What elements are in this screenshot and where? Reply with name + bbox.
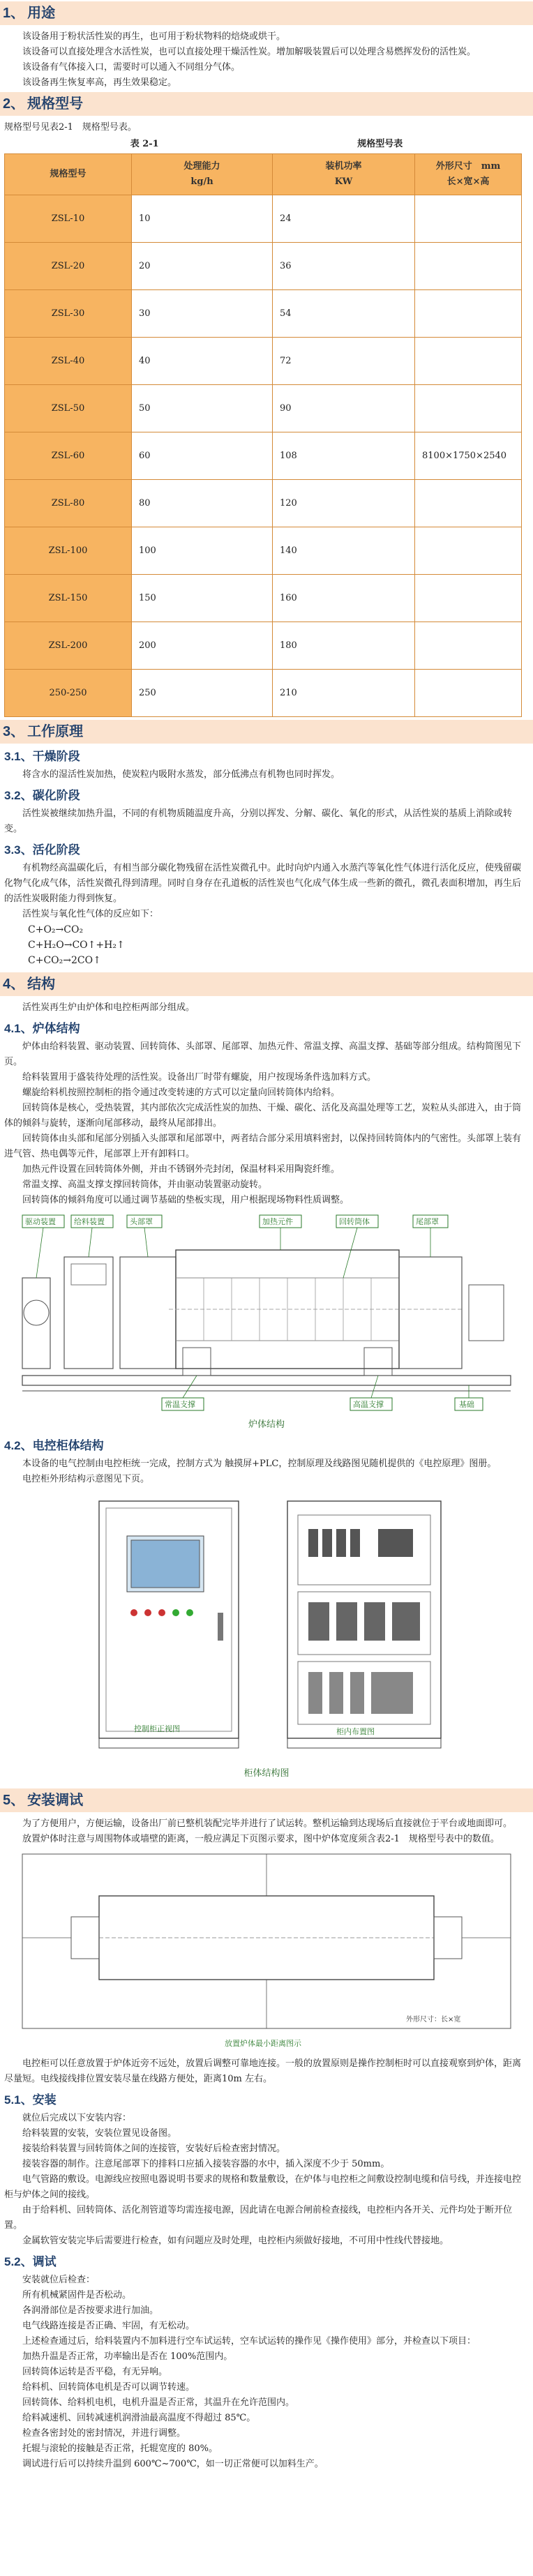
cell-capacity: 10 (132, 195, 273, 243)
table-row (5, 290, 522, 338)
furnace-paragraph: 炉体由给料装置、驱动装置、回转筒体、头部罩、尾部罩、加热元件、常温支撑、高温支撑、基础等部分组成。结构简图见下页。 (4, 1041, 522, 1067)
section-heading-install (0, 1788, 533, 1812)
subsection-number: 4.2、 (4, 1439, 33, 1452)
section-heading-structure (0, 972, 533, 996)
commission-item: 上述检查通过后，给料装置内不加料进行空车试运转，空车试运转的操作见《操作使用》部分，并检查以下项目： (22, 2336, 476, 2347)
section-title: 工作原理 (27, 724, 84, 739)
furnace-paragraph: 回转筒体是核心，受热装置，其内部依次完成活性炭的加热、干燥、碳化、活化及高温处理等工艺，炭粒从头部进入，由于筒体的倾斜与旋转，逐渐向尾部移动，最终从尾部排出。 (4, 1103, 522, 1129)
install-item: 给料装置的安装，安装位置见设备图。 (22, 2128, 177, 2139)
cell-capacity: 30 (132, 290, 273, 338)
cell-dimension (415, 480, 522, 527)
table-row (5, 385, 522, 432)
subsection-heading-furnace (4, 1021, 533, 1037)
furnace-label: 给料装置 (74, 1217, 105, 1226)
install-paragraph: 电控柜可以任意放置于炉体近旁不远处，放置后调整可靠地连接。一般的放置原则是操作控制柜时可以直接观察到炉体，距离尽量短。电线接线排位置安装尽量在线路方便处，距离10m 左右。 (4, 2058, 522, 2084)
table-row (5, 243, 522, 290)
furnace-structure-drawing (8, 1208, 525, 1417)
furnace-label: 头部罩 (130, 1217, 153, 1226)
activation-text-2: 活性炭与氧化性气体的反应如下： (22, 909, 159, 919)
section-number: 3、 (3, 724, 25, 739)
subsection-number: 4.1、 (4, 1022, 33, 1035)
install-item: 接装给料装置与回转筒体之间的连接管，安装好后检查密封情况。 (22, 2144, 286, 2154)
usage-paragraph: 该设备有气体接入口，需要时可以通入不同组分气体。 (22, 62, 241, 73)
section-title: 规格型号 (27, 96, 84, 112)
furnace-label: 基础 (459, 1400, 474, 1409)
cell-power: 140 (273, 527, 415, 575)
cell-model: ZSL-150 (5, 575, 132, 622)
header-power: 装机功率 KW (273, 154, 415, 195)
cabinet-structure-drawing (57, 1487, 476, 1766)
cabinet-right-label: 柜内布置图 (336, 1727, 375, 1736)
table-row (5, 338, 522, 385)
cell-capacity: 50 (132, 385, 273, 432)
cell-model: ZSL-30 (5, 290, 132, 338)
table-row (5, 670, 522, 717)
subsection-heading-drying (4, 749, 533, 764)
cell-power: 36 (273, 243, 415, 290)
install-item: 接装容器的制作。注意尾部罩下的排料口应插入接装容器的水中，插入深度不少于 50mm。 (22, 2159, 390, 2169)
table-row (5, 195, 522, 243)
subsection-title: 调试 (32, 2255, 57, 2268)
commission-item: 给料减速机、回转减速机润滑油最高温度不得超过 85℃。 (22, 2413, 256, 2423)
commission-item: 所有机械紧固件是否松动。 (22, 2290, 132, 2300)
install-item: 电气管路的敷设。电源线应按照电器说明书要求的规格和数量敷设，在炉体与电控柜之间敷设控制电缆和信号线，并连接电控柜与炉体之间的接线。 (4, 2174, 522, 2200)
subsection-title: 活化阶段 (32, 843, 80, 857)
cell-capacity: 80 (132, 480, 273, 527)
install-intro: 就位后完成以下安装内容： (22, 2113, 132, 2123)
equation: C+H₂O→CO↑+H₂↑ (28, 940, 125, 951)
install-paragraph: 为了方便用户，方便运输，设备出厂前已整机装配完毕并进行了试运转。整机运输到达现场后直接就位于平台或地面即可。 (22, 1818, 513, 1829)
table-row (5, 432, 522, 480)
usage-paragraph: 该设备再生恢复率高，再生效果稳定。 (22, 77, 177, 88)
spec-table (4, 153, 522, 717)
cell-dimension (415, 195, 522, 243)
usage-paragraph: 该设备可以直接处理含水活性炭，也可以直接处理干燥活性炭。增加解吸装置后可以处理含易燃挥发份的活性炭。 (22, 47, 476, 57)
install-item: 由于给料机、回转筒体、活化剂管道等均需连接电源，因此请在电源合闸前检查接线，电控柜内各开关、元件均处于断开位置。 (4, 2205, 513, 2231)
cell-dimension (415, 622, 522, 670)
section-number: 2、 (3, 96, 25, 112)
commission-item: 检查各密封处的密封情况，并进行调整。 (22, 2428, 186, 2439)
table-label: 表 2-1 (130, 139, 159, 149)
cell-dimension (415, 670, 522, 717)
layout-label: 外形尺寸：长×宽 (406, 2016, 461, 2024)
cell-capacity: 40 (132, 338, 273, 385)
cell-dimension (415, 338, 522, 385)
cell-power: 210 (273, 670, 415, 717)
cell-dimension (415, 527, 522, 575)
furnace-label: 回转筒体 (339, 1217, 370, 1226)
furnace-caption: 炉体结构 (248, 1419, 285, 1430)
activation-text: 有机物经高温碳化后，有相当部分碳化物残留在活性炭微孔中。此时向炉内通入水蒸汽等氧化性气体进行活化反应，使残留碳化物气化成气体，活性炭微孔得到清理。同时自身存在孔道板的活性炭也气化成气体生成一些新的微孔，微孔表面积增加，再生后的活性炭吸附能力得到恢复。 (4, 863, 522, 904)
commission-item: 回转筒体运转是否平稳，有无异响。 (22, 2367, 168, 2377)
furnace-label: 高温支撑 (353, 1400, 384, 1409)
carbonization-text: 活性炭被继续加热升温，不同的有机物质随温度升高，分别以挥发、分解、碳化、氧化的形式，从活性炭的基质上消除或转变。 (4, 808, 513, 834)
table-title-text: 规格型号表 (357, 139, 403, 149)
subsection-title: 电控柜体结构 (32, 1439, 104, 1452)
table-row (5, 480, 522, 527)
layout-caption: 放置炉体最小距离图示 (225, 2039, 301, 2048)
cell-model: ZSL-10 (5, 195, 132, 243)
cell-dimension (415, 243, 522, 290)
commission-item: 调试进行后可以持续升温到 600℃~700℃，如一切正常便可以加料生产。 (22, 2459, 324, 2469)
cell-model: ZSL-50 (5, 385, 132, 432)
subsection-heading-cabinet (4, 1438, 533, 1454)
table-title (0, 137, 533, 152)
commission-item: 回转筒体、给料机电机，电机升温是否正常，其温升在允许范围内。 (22, 2397, 295, 2408)
cell-power: 90 (273, 385, 415, 432)
furnace-paragraph: 回转筒体由头部和尾部分别插入头部罩和尾部罩中，两者结合部分采用填料密封，以保持回转筒体内的气密性。头部罩上装有进气管、热电偶等元件，尾部罩上开有卸料口。 (4, 1133, 522, 1159)
cell-power: 120 (273, 480, 415, 527)
cabinet-text: 本设备的电气控制由电控柜统一完成，控制方式为 触摸屏+PLC，控制原理及线路图见随机提供的《电控原理》图册。 (22, 1459, 497, 1469)
subsection-number: 3.2、 (4, 789, 33, 802)
commission-item: 托辊与滚轮的接触是否正常，托辊宽度的 80%。 (22, 2443, 218, 2454)
cell-power: 108 (273, 432, 415, 480)
cell-power: 180 (273, 622, 415, 670)
section-number: 1、 (3, 6, 25, 21)
subsection-heading-activation (4, 843, 533, 858)
cell-power: 24 (273, 195, 415, 243)
commission-item: 给料机、回转筒体电机是否可以调节转速。 (22, 2382, 195, 2393)
furnace-label: 常温支撑 (165, 1400, 195, 1409)
cell-model: ZSL-80 (5, 480, 132, 527)
cell-model: 250-250 (5, 670, 132, 717)
cell-capacity: 250 (132, 670, 273, 717)
cell-capacity: 200 (132, 622, 273, 670)
section-heading-spec (0, 92, 533, 116)
placement-distance-drawing (15, 1847, 518, 2056)
subsection-title: 碳化阶段 (32, 789, 80, 802)
table-row (5, 527, 522, 575)
section-heading-principle (0, 720, 533, 744)
cell-power: 72 (273, 338, 415, 385)
cell-capacity: 60 (132, 432, 273, 480)
cell-capacity: 100 (132, 527, 273, 575)
cell-power: 160 (273, 575, 415, 622)
furnace-label: 尾部罩 (416, 1217, 439, 1226)
furnace-paragraph: 给料装置用于盛装待处理的活性炭。设备出厂时带有螺旋，用户按现场条件选加料方式。 (22, 1072, 377, 1083)
spec-intro: 规格型号见表2-1 规格型号表。 (4, 122, 137, 133)
cell-model: ZSL-60 (5, 432, 132, 480)
usage-paragraph: 该设备用于粉状活性炭的再生，也可用于粉状物料的焙烧或烘干。 (22, 31, 286, 42)
cell-model: ZSL-200 (5, 622, 132, 670)
furnace-paragraph: 螺旋给料机按照控制柜的指令通过改变转速的方式可以定量向回转筒体内给料。 (22, 1087, 340, 1098)
section-title: 结构 (27, 977, 56, 992)
cell-power: 54 (273, 290, 415, 338)
equation: C+CO₂→2CO↑ (28, 955, 101, 966)
subsection-number: 5.2、 (4, 2255, 33, 2268)
structure-intro: 活性炭再生炉由炉体和电控柜两部分组成。 (22, 1002, 195, 1013)
furnace-paragraph: 回转筒体的倾斜角度可以通过调节基础的垫板实现，用户根据现场物料性质调整。 (22, 1195, 350, 1205)
subsection-title: 干燥阶段 (32, 750, 80, 763)
cabinet-caption: 柜体结构图 (243, 1768, 290, 1779)
section-number: 4、 (3, 977, 25, 992)
cell-capacity: 20 (132, 243, 273, 290)
cell-model: ZSL-40 (5, 338, 132, 385)
install-paragraph: 放置炉体时注意与周围物体或墙壁的距离，一般应满足下页图示要求，图中炉体宽度须含表2-1 规格型号表中的数值。 (22, 1834, 500, 1844)
subsection-title: 安装 (32, 2093, 57, 2107)
commission-intro: 安装就位后检查： (22, 2275, 96, 2285)
equation: C+O₂→CO₂ (28, 924, 84, 935)
section-title: 用途 (27, 6, 56, 21)
cabinet-left-label: 控制柜正视图 (134, 1724, 180, 1733)
cell-model: ZSL-20 (5, 243, 132, 290)
subsection-number: 5.1、 (4, 2093, 33, 2107)
cell-dimension (415, 290, 522, 338)
commission-item: 各润滑部位是否按要求进行加油。 (22, 2305, 159, 2316)
table-row (5, 575, 522, 622)
header-dimension: 外形尺寸 mm 长×宽×高 (415, 154, 522, 195)
commission-item: 加热升温是否正常，功率输出是否在 100%范围内。 (22, 2351, 233, 2362)
table-row (5, 622, 522, 670)
section-title: 安装调试 (27, 1793, 84, 1808)
section-number: 5、 (3, 1793, 25, 1808)
furnace-paragraph: 常温支撑、高温支撑支撑回转筒体，并由驱动装置驱动旋转。 (22, 1180, 268, 1190)
furnace-paragraph: 加热元件设置在回转筒体外侧，并由不锈钢外壳封闭，保温材料采用陶瓷纤维。 (22, 1164, 340, 1175)
drying-text: 将含水的湿活性炭加热，使炭粒内吸附水蒸发，部分低沸点有机物也同时挥发。 (22, 769, 340, 780)
cell-dimension (415, 385, 522, 432)
header-model: 规格型号 (5, 154, 132, 195)
cabinet-text-2: 电控柜外形结构示意图见下页。 (22, 1474, 150, 1484)
install-item: 金属软管安装完毕后需要进行检查，如有问题应及时处理，电控柜内须做好接地，不可用中性线代替接地。 (22, 2236, 449, 2246)
subsection-heading-install (4, 2093, 533, 2108)
section-heading-usage (0, 1, 533, 25)
furnace-label: 加热元件 (262, 1217, 293, 1226)
cell-dimension: 8100×1750×2540 (415, 432, 522, 480)
subsection-number: 3.3、 (4, 843, 33, 857)
subsection-title: 炉体结构 (32, 1022, 80, 1035)
table-header-row (5, 154, 522, 195)
cabinet-handle (218, 1613, 223, 1641)
cell-model: ZSL-100 (5, 527, 132, 575)
subsection-number: 3.1、 (4, 750, 33, 763)
cell-capacity: 150 (132, 575, 273, 622)
furnace-label: 驱动装置 (25, 1217, 56, 1226)
subsection-heading-commissioning (4, 2254, 533, 2270)
commission-item: 电气线路连接是否正确、牢固，有无松动。 (22, 2321, 195, 2331)
subsection-heading-carbonization (4, 788, 533, 804)
cell-dimension (415, 575, 522, 622)
header-capacity: 处理能力 kg/h (132, 154, 273, 195)
